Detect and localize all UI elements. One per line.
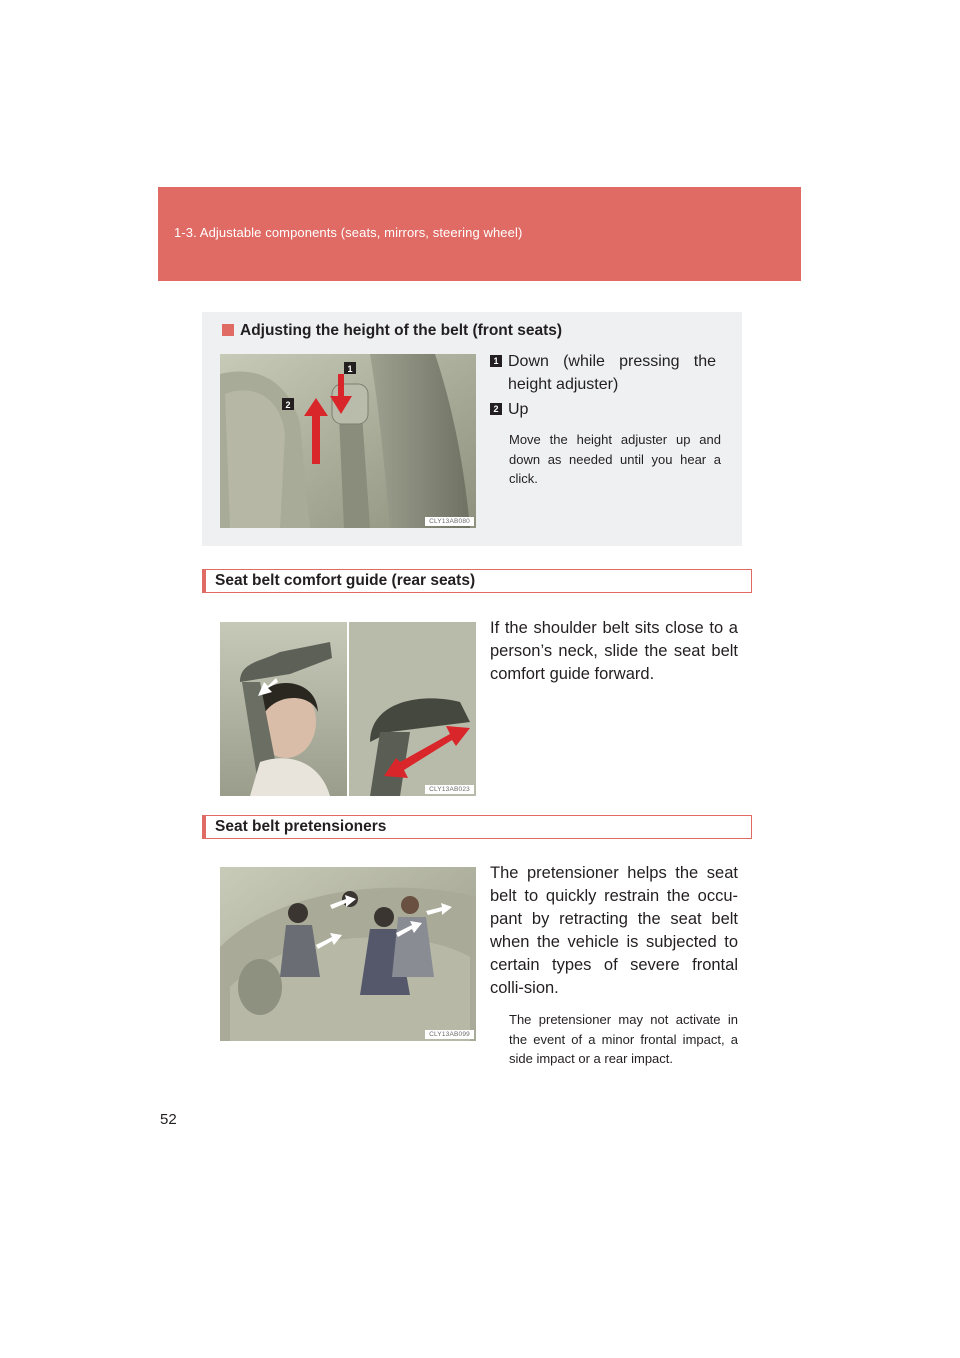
callout-1: 1: [347, 364, 353, 374]
callout-2: 2: [285, 400, 291, 410]
number-1-badge: 1: [490, 355, 502, 367]
pretensioner-note: The pretensioner may not activate in the event of a minor frontal impact, a side impact or a rear impact.: [509, 1012, 738, 1066]
comfort-guide-illustration: [220, 622, 476, 796]
step-1-text: Down (while pressing the height adjuster): [508, 353, 716, 393]
height-note: Move the height adjuster up and down as needed until you hear a click.: [509, 432, 721, 486]
number-2-badge: 2: [490, 403, 502, 415]
box-title: [222, 322, 562, 340]
box-title-text: Adjusting the height of the belt (front seats): [240, 322, 563, 339]
section-title-pretensioners: Seat belt pretensioners: [202, 815, 752, 839]
step-2-text: Up: [508, 401, 529, 418]
comfort-guide-text: If the shoulder belt sits close to a person’s neck, slide the seat belt comfort guide forward.: [490, 619, 738, 683]
image-code: CLY13AB023: [425, 785, 474, 794]
square-bullet-icon: [222, 324, 234, 336]
breadcrumb: 1-3. Adjustable components (seats, mirrors, steering wheel): [174, 225, 523, 240]
page-number: 52: [160, 1111, 177, 1128]
pretensioner-text: The pretensioner helps the seat belt to quickly restrain the occu-pant by retracting the seat belt when the vehicle is subjected to certain types of severe frontal colli-sion.: [490, 864, 738, 997]
image-code: CLY13AB099: [425, 1030, 474, 1039]
height-adjuster-illustration: [220, 354, 476, 528]
image-code: CLY13AB080: [425, 517, 474, 526]
chapter-header: [158, 187, 801, 281]
step-2: [490, 398, 716, 421]
pretensioner-illustration: [220, 867, 476, 1041]
step-1: [490, 350, 716, 396]
section-title-comfort-guide: Seat belt comfort guide (rear seats): [202, 569, 752, 593]
